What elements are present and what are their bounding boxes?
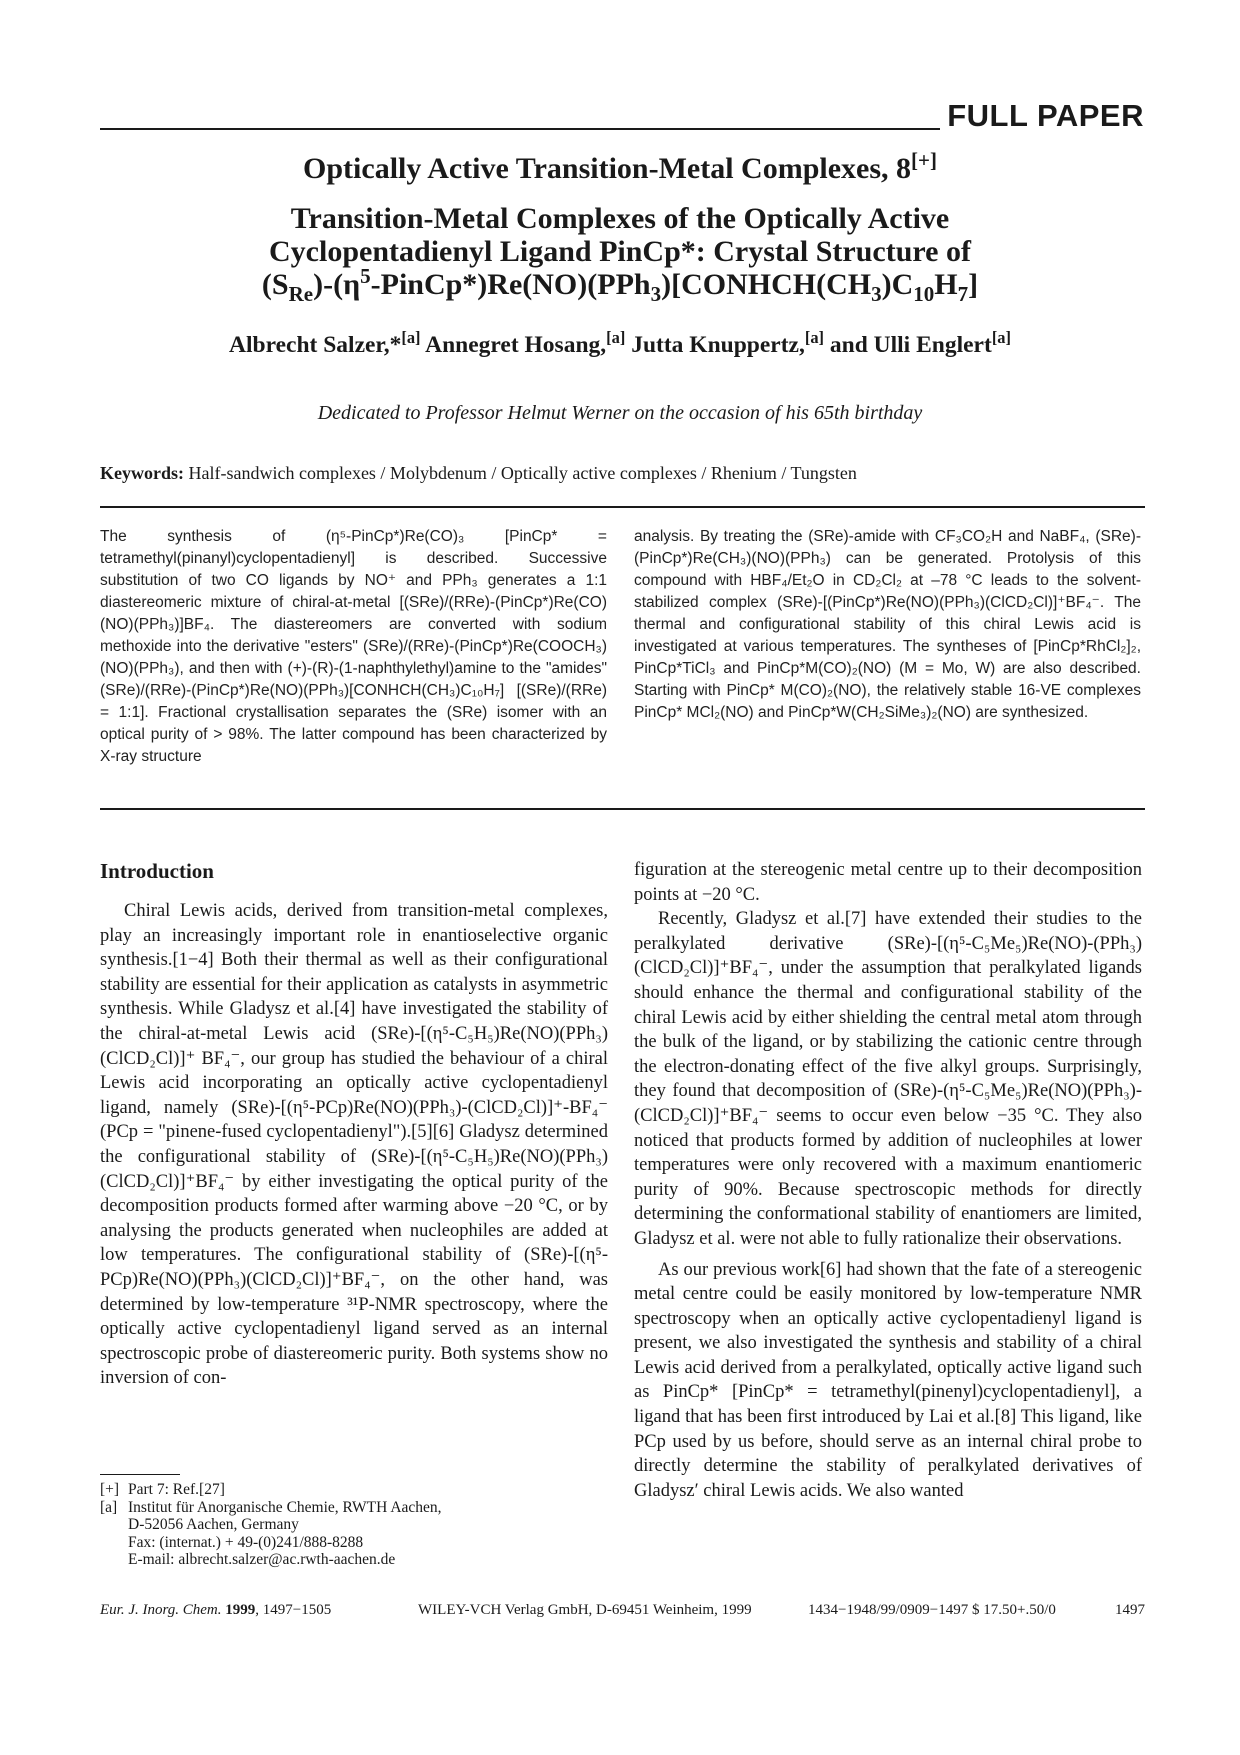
paragraph: Chiral Lewis acids, derived from transition-metal complexes, play an increasingly important role in enantioselective organic synthesis.[1−4] Both their thermal as well as their configurational stability are essential for their application as catalysts in asymmetric synthesis. While Gladysz et al.[4] have investigated the stability of the chiral-at-metal Lewis acid (SRe)-[(η⁵-C₅H₅)Re(NO)(PPh₃)(ClCD₂Cl)]⁺ BF₄⁻, our group has studied the behaviour of a chiral Lewis acid incorporating an optically active cyclopentadienyl ligand, namely (SRe)-[(η⁵-PCp)Re(NO)(PPh₃)-(ClCD₂Cl)]⁺-BF₄⁻ (PCp = "pinene-fused cyclopentadienyl").[5][6] Gladysz determined the configurational stability of (SRe)-[(η⁵-C₅H₅)Re(NO)(PPh₃)(ClCD₂Cl)]⁺BF₄⁻ by either investigating the optical purity of the decomposition products formed after warming above −20 °C, or by analysing the products generated when nucleophiles are added at low temperatures. The configurational stability of (SRe)-[(η⁵-PCp)Re(NO)(PPh₃)(ClCD₂Cl)]⁺BF₄⁻, on the other hand, was determined by low-temperature ³¹P-NMR spectroscopy, where the optically active cyclopentadienyl ligand served as an internal spectroscopic probe of diastereomeric purity. Both systems show no inversion of con-: [100, 901, 608, 1389]
title-line-3: $(S_{Re})-(\eta^5-PinCp*)Re(NO)(PPh_3)[CONHCH(CH_3)C_{10}H_7]$: [261, 264, 979, 306]
page-number: 1497: [1115, 1602, 1145, 1618]
abstract-top-rule: [100, 506, 1145, 508]
dedication: Dedicated to Professor Helmut Werner on the occasion of his 65th birthday: [317, 402, 923, 424]
footnotes: [100, 1481, 610, 1569]
paragraph: Recently, Gladysz et al.[7] have extended their studies to the peralkylated derivative (SRe)-[(η⁵-C₅Me₅)Re(NO)-(PPh₃)(ClCD₂Cl)]⁺BF₄⁻, under the assumption that peralkylated ligands should enhance the thermal and configurational stability of the chiral Lewis acid by either shielding the central metal atom through the bulk of the ligand, or by stabilizing the cationic centre through the electron-donating effect of the five alkyl groups. Surprisingly, they found that decomposition of (SRe)-(η⁵-C₅Me₅)Re(NO)(PPh₃)-(ClCD₂Cl)]⁺BF₄⁻ seems to occur even below −35 °C. They also noticed that products formed by addition of nucleophiles at lower temperatures were only recovered with a maximum enantiomeric purity of 90%. Because spectroscopic methods for directly determining the conformational stability of enantiomers are limited, Gladysz et al. were not able to fully rationalize their observations.: [634, 909, 1142, 1249]
issn: 1434−1948/99/0909−1497 $ 17.50+.50/0: [808, 1602, 1056, 1618]
section-heading: Introduction: [100, 859, 214, 883]
footnote-rule: [100, 1474, 180, 1475]
footnote: [a] Institut für Anorganische Chemie, RWTH Aachen, D-52056 Aachen, Germany Fax: (internat.) + 49-(0)241/888-8288 E-mail: albrecht.salzer@ac.rwth-aachen.de: [100, 1498, 442, 1568]
abstract-bottom-rule: [100, 808, 1145, 810]
section-label: FULL PAPER: [947, 98, 1144, 133]
journal-citation: Eur. J. Inorg. Chem. 1999, 1497−1505: [100, 1602, 332, 1618]
header-rule: [100, 128, 940, 130]
article-title: [100, 202, 1140, 306]
title-line-2: Cyclopentadienyl Ligand PinCp*: Crystal Structure of: [269, 235, 971, 268]
body-column-right: [634, 858, 1142, 1503]
footnote: [+] Part 7: Ref.[27]: [100, 1481, 225, 1498]
abstract-column-right: analysis. By treating the (SRe)-amide with CF₃CO₂H and NaBF₄, (SRe)-(PinCp*)Re(CH₃)(NO)(PPh₃) can be generated. Protolysis of this compound with HBF₄/Et₂O in CD₂Cl₂ at –78 °C leads to the solvent-stabilized complex (SRe)-[(PinCp*)Re(NO)(PPh₃)(ClCD₂Cl)]⁺BF₄⁻. The thermal and configurational stability of this chiral Lewis acid is investigated at various temperatures. The syntheses of [PinCp*RhCl₂]₂, PinCp*TiCl₃ and PinCp*M(CO)₂(NO) (M = Mo, W) are also described. Starting with PinCp* M(CO)₂(NO), the relatively stable 16-VE complexes PinCp* MCl₂(NO) and PinCp*W(CH₂SiMe₃)₂(NO) are synthesized.: [634, 528, 1141, 721]
title-line-1: Transition-Metal Complexes of the Optically Active: [290, 202, 950, 235]
paragraph: figuration at the stereogenic metal centre up to their decomposition points at −20 °C.: [634, 860, 1142, 905]
series-title: Optically Active Transition-Metal Complexes, 8[+]: [303, 148, 937, 185]
paragraph: As our previous work[6] had shown that the fate of a stereogenic metal centre could be easily monitored by low-temperature NMR spectroscopy when an optically active cyclopentadienyl ligand is present, we also investigated the synthesis and stability of a chiral Lewis acid derived from a peralkylated, optically active ligand such as PinCp* [PinCp* = tetramethyl(pinenyl)cyclopentadienyl], a ligand that has been first introduced by Lai et al.[8] This ligand, like PCp used by us before, should serve as an internal chiral probe to directly determine the stability of peralkylated derivatives of Gladysz′ chiral Lewis acids. We also wanted: [634, 1259, 1142, 1501]
publisher: WILEY-VCH Verlag GmbH, D-69451 Weinheim, 1999: [418, 1602, 752, 1618]
body-column-left: [100, 858, 608, 1391]
author-list: Albrecht Salzer,*[a] Annegret Hosang,[a] Jutta Knuppertz,[a] and Ulli Englert[a]: [229, 328, 1011, 358]
abstract-column-left: The synthesis of (η⁵-PinCp*)Re(CO)₃ [PinCp* = tetramethyl(pinanyl)cyclopentadienyl] is described. Successive substitution of two CO ligands by NO⁺ and PPh₃ generates a 1:1 diastereomeric mixture of chiral-at-metal [(SRe)/(RRe)-(PinCp*)Re(CO)(NO)(PPh₃)]BF₄. The diastereomers are converted with sodium methoxide into the derivative "esters" (SRe)/(RRe)-(PinCp*)Re(COOCH₃)(NO)(PPh₃), and then with (+)-(R)-(1-naphthylethyl)amine to the "amides" (SRe)/(RRe)-(PinCp*)Re(NO)(PPh₃)[CONHCH(CH₃)C₁₀H₇] [(SRe)/(RRe) = 1:1]. Fractional crystallisation separates the (SRe) isomer with an optical purity of > 98%. The latter compound has been characterized by X-ray structure: [100, 528, 607, 765]
keywords: Keywords: Half-sandwich complexes / Molybdenum / Optically active complexes / Rhenium / Tungsten: [100, 463, 857, 483]
